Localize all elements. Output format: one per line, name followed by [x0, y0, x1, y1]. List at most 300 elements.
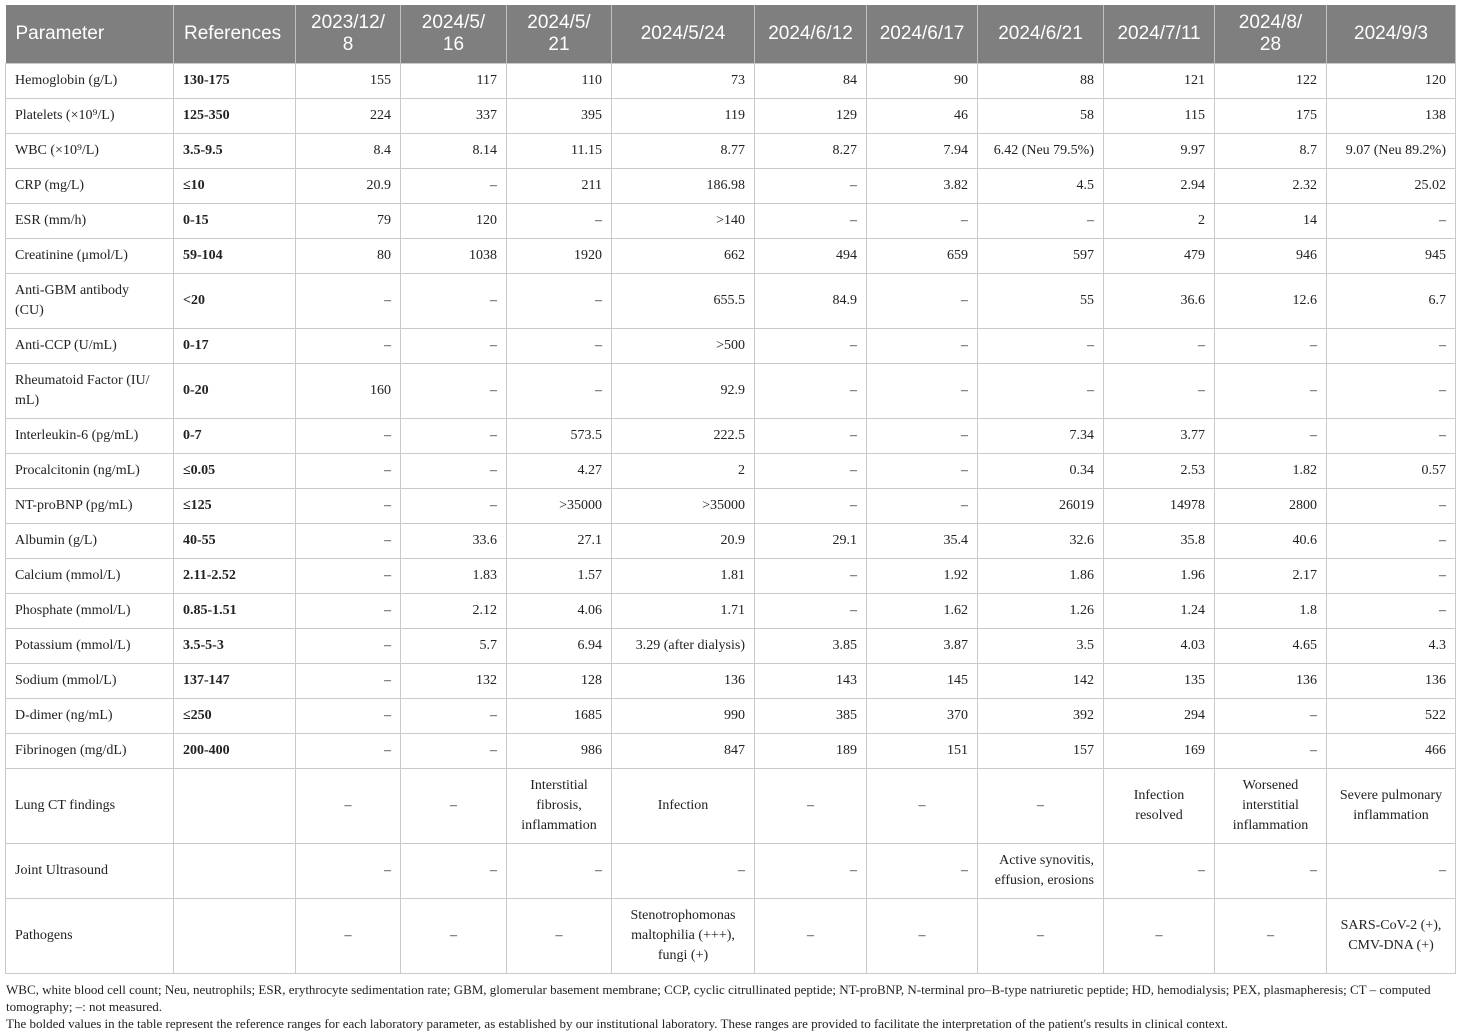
value-cell: 58 [978, 99, 1104, 134]
value-cell: – [867, 329, 978, 364]
value-cell: 84 [755, 64, 867, 99]
value-cell: – [401, 899, 507, 974]
parameter-cell: Phosphate (mmol/L) [6, 594, 174, 629]
parameter-cell: Joint Ultrasound [6, 844, 174, 899]
value-cell: 8.4 [296, 134, 401, 169]
value-cell: 145 [867, 664, 978, 699]
parameter-cell: Lung CT findings [6, 769, 174, 844]
value-cell: – [401, 844, 507, 899]
value-cell: 1685 [507, 699, 612, 734]
value-cell: 92.9 [612, 364, 755, 419]
value-cell: 40.6 [1215, 524, 1327, 559]
value-cell: 986 [507, 734, 612, 769]
value-cell: – [978, 899, 1104, 974]
value-cell: – [507, 329, 612, 364]
value-cell: 122 [1215, 64, 1327, 99]
value-cell: 189 [755, 734, 867, 769]
value-cell: – [507, 274, 612, 329]
value-cell: >35000 [507, 489, 612, 524]
value-cell: 138 [1327, 99, 1456, 134]
value-cell: – [401, 699, 507, 734]
reference-range-cell: 3.5-5-3 [174, 629, 296, 664]
value-cell: – [1215, 419, 1327, 454]
parameter-cell: Albumin (g/L) [6, 524, 174, 559]
value-cell: 1.26 [978, 594, 1104, 629]
value-cell: – [401, 329, 507, 364]
value-cell: 36.6 [1104, 274, 1215, 329]
parameter-cell: Potassium (mmol/L) [6, 629, 174, 664]
value-cell: 33.6 [401, 524, 507, 559]
value-cell: 119 [612, 99, 755, 134]
value-cell: 11.15 [507, 134, 612, 169]
value-cell: 135 [1104, 664, 1215, 699]
table-row [6, 844, 1456, 899]
value-cell: 4.65 [1215, 629, 1327, 664]
value-cell: 90 [867, 64, 978, 99]
value-cell: – [755, 329, 867, 364]
value-cell: – [867, 454, 978, 489]
value-cell: – [296, 899, 401, 974]
value-cell: – [401, 274, 507, 329]
value-cell: 494 [755, 239, 867, 274]
parameter-cell: Anti-GBM antibody (CU) [6, 274, 174, 329]
value-cell: – [755, 844, 867, 899]
table-row [6, 524, 1456, 559]
value-cell: 522 [1327, 699, 1456, 734]
value-cell: – [296, 769, 401, 844]
table-row [6, 204, 1456, 239]
value-cell: 0.34 [978, 454, 1104, 489]
value-cell: – [296, 329, 401, 364]
value-cell: – [401, 454, 507, 489]
value-cell: – [1104, 844, 1215, 899]
value-cell: 2.32 [1215, 169, 1327, 204]
lab-results-table [5, 5, 1456, 974]
reference-range-cell: 40-55 [174, 524, 296, 559]
value-cell: – [867, 489, 978, 524]
parameter-cell: ESR (mm/h) [6, 204, 174, 239]
value-cell: 211 [507, 169, 612, 204]
value-cell: 35.8 [1104, 524, 1215, 559]
value-cell: 20.9 [296, 169, 401, 204]
value-cell: >500 [612, 329, 755, 364]
value-cell: >35000 [612, 489, 755, 524]
parameter-cell: D-dimer (ng/mL) [6, 699, 174, 734]
value-cell: 1920 [507, 239, 612, 274]
value-cell: 2.94 [1104, 169, 1215, 204]
value-cell: – [1215, 364, 1327, 419]
value-cell: 115 [1104, 99, 1215, 134]
value-cell: 110 [507, 64, 612, 99]
value-cell: 7.94 [867, 134, 978, 169]
table-row [6, 274, 1456, 329]
header-parameter: Parameter [6, 5, 174, 64]
parameter-cell: Platelets (×10⁹/L) [6, 99, 174, 134]
value-cell: – [401, 364, 507, 419]
value-cell: – [1215, 699, 1327, 734]
value-cell: 8.7 [1215, 134, 1327, 169]
value-cell: 117 [401, 64, 507, 99]
value-cell: 392 [978, 699, 1104, 734]
value-cell: – [401, 769, 507, 844]
value-cell: – [755, 489, 867, 524]
reference-range-cell: 130-175 [174, 64, 296, 99]
value-cell: 655.5 [612, 274, 755, 329]
value-cell: 0.57 [1327, 454, 1456, 489]
value-cell: 6.42 (Neu 79.5%) [978, 134, 1104, 169]
value-cell: 945 [1327, 239, 1456, 274]
value-cell: – [978, 204, 1104, 239]
table-row [6, 769, 1456, 844]
value-cell: Active synovitis, effusion, erosions [978, 844, 1104, 899]
reference-range-cell [174, 769, 296, 844]
reference-range-cell: ≤10 [174, 169, 296, 204]
reference-range-cell: 59-104 [174, 239, 296, 274]
value-cell: – [867, 419, 978, 454]
value-cell: >140 [612, 204, 755, 239]
value-cell: – [296, 274, 401, 329]
value-cell: – [296, 419, 401, 454]
value-cell: 2.17 [1215, 559, 1327, 594]
value-cell: – [1104, 899, 1215, 974]
value-cell: 1.82 [1215, 454, 1327, 489]
value-cell: 29.1 [755, 524, 867, 559]
value-cell: 32.6 [978, 524, 1104, 559]
value-cell: – [296, 489, 401, 524]
value-cell: 659 [867, 239, 978, 274]
value-cell: 4.3 [1327, 629, 1456, 664]
value-cell: 186.98 [612, 169, 755, 204]
value-cell: Worsened interstitial inflammation [1215, 769, 1327, 844]
value-cell: – [612, 844, 755, 899]
value-cell: – [507, 844, 612, 899]
table-row [6, 64, 1456, 99]
value-cell: – [1327, 489, 1456, 524]
value-cell: 946 [1215, 239, 1327, 274]
value-cell: 1.81 [612, 559, 755, 594]
value-cell: – [867, 769, 978, 844]
value-cell: 1.8 [1215, 594, 1327, 629]
value-cell: – [755, 559, 867, 594]
value-cell: – [296, 664, 401, 699]
value-cell: – [867, 844, 978, 899]
reference-range-cell: 0-15 [174, 204, 296, 239]
value-cell: – [867, 364, 978, 419]
header-date: 2024/6/12 [755, 5, 867, 64]
value-cell: – [1104, 364, 1215, 419]
value-cell: 2800 [1215, 489, 1327, 524]
footnote-reference-note: The bolded values in the table represent the reference ranges for each laboratory parameter, as established by our institutional laboratory. These ranges are provided to facilitate the interpretation of the patient's results in clinical context. [6, 1016, 1228, 1031]
value-cell: 8.27 [755, 134, 867, 169]
value-cell: – [296, 454, 401, 489]
reference-range-cell: 0-20 [174, 364, 296, 419]
value-cell: 1.86 [978, 559, 1104, 594]
table-row [6, 99, 1456, 134]
value-cell: 8.77 [612, 134, 755, 169]
value-cell: 370 [867, 699, 978, 734]
value-cell: 169 [1104, 734, 1215, 769]
footnote-abbreviations: WBC, white blood cell count; Neu, neutrophils; ESR, erythrocyte sedimentation rate; GBM, glomerular basement membrane; CCP, cyclic citrullinated peptide; NT-proBNP, N-terminal pro–B-type natriuretic peptide; HD, hemodialysis; PEX, plasmapheresis; CT – computed tomography; –: not measured. [6, 982, 1431, 1014]
value-cell: – [296, 844, 401, 899]
table-row [6, 134, 1456, 169]
value-cell: 2.12 [401, 594, 507, 629]
parameter-cell: Interleukin-6 (pg/mL) [6, 419, 174, 454]
table-row [6, 664, 1456, 699]
value-cell: 3.87 [867, 629, 978, 664]
parameter-cell: Calcium (mmol/L) [6, 559, 174, 594]
value-cell: – [755, 169, 867, 204]
value-cell: 9.97 [1104, 134, 1215, 169]
table-row [6, 629, 1456, 664]
reference-range-cell: <20 [174, 274, 296, 329]
value-cell: – [401, 419, 507, 454]
value-cell: – [507, 899, 612, 974]
reference-range-cell: 2.11-2.52 [174, 559, 296, 594]
value-cell: 4.5 [978, 169, 1104, 204]
reference-range-cell [174, 844, 296, 899]
header-references: References [174, 5, 296, 64]
value-cell: – [1104, 329, 1215, 364]
value-cell: 26019 [978, 489, 1104, 524]
value-cell: 35.4 [867, 524, 978, 559]
reference-range-cell: 0-7 [174, 419, 296, 454]
value-cell: 222.5 [612, 419, 755, 454]
value-cell: 142 [978, 664, 1104, 699]
parameter-cell: Pathogens [6, 899, 174, 974]
value-cell: 7.34 [978, 419, 1104, 454]
table-footnotes [5, 981, 1455, 1032]
value-cell: 5.7 [401, 629, 507, 664]
value-cell: – [867, 899, 978, 974]
value-cell: 12.6 [1215, 274, 1327, 329]
value-cell: 9.07 (Neu 89.2%) [1327, 134, 1456, 169]
value-cell: – [1327, 559, 1456, 594]
parameter-cell: Anti-CCP (U/mL) [6, 329, 174, 364]
value-cell: 157 [978, 734, 1104, 769]
table-row [6, 734, 1456, 769]
value-cell: 160 [296, 364, 401, 419]
value-cell: 1.71 [612, 594, 755, 629]
value-cell: Infection resolved [1104, 769, 1215, 844]
value-cell: 27.1 [507, 524, 612, 559]
value-cell: – [978, 769, 1104, 844]
value-cell: 73 [612, 64, 755, 99]
table-header-row [6, 5, 1456, 64]
table-row [6, 419, 1456, 454]
parameter-cell: Creatinine (μmol/L) [6, 239, 174, 274]
value-cell: Interstitial fibrosis, inflammation [507, 769, 612, 844]
value-cell: 80 [296, 239, 401, 274]
header-date: 2024/8/ 28 [1215, 5, 1327, 64]
reference-range-cell: 0-17 [174, 329, 296, 364]
reference-range-cell: ≤125 [174, 489, 296, 524]
reference-range-cell: 137-147 [174, 664, 296, 699]
value-cell: 79 [296, 204, 401, 239]
value-cell: – [1327, 329, 1456, 364]
value-cell: – [401, 169, 507, 204]
parameter-cell: Hemoglobin (g/L) [6, 64, 174, 99]
value-cell: 2 [1104, 204, 1215, 239]
document [5, 5, 1455, 1032]
value-cell: 25.02 [1327, 169, 1456, 204]
value-cell: – [755, 899, 867, 974]
value-cell: 337 [401, 99, 507, 134]
value-cell: 3.82 [867, 169, 978, 204]
value-cell: 14 [1215, 204, 1327, 239]
value-cell: 175 [1215, 99, 1327, 134]
header-date: 2024/6/17 [867, 5, 978, 64]
parameter-cell: CRP (mg/L) [6, 169, 174, 204]
value-cell: – [296, 699, 401, 734]
header-date: 2024/5/ 16 [401, 5, 507, 64]
parameter-cell: WBC (×10⁹/L) [6, 134, 174, 169]
value-cell: 14978 [1104, 489, 1215, 524]
value-cell: – [755, 419, 867, 454]
reference-range-cell: 3.5-9.5 [174, 134, 296, 169]
value-cell: 466 [1327, 734, 1456, 769]
value-cell: – [1327, 844, 1456, 899]
value-cell: 46 [867, 99, 978, 134]
value-cell: – [1215, 899, 1327, 974]
header-date: 2024/7/11 [1104, 5, 1215, 64]
value-cell: 573.5 [507, 419, 612, 454]
value-cell: 55 [978, 274, 1104, 329]
reference-range-cell: ≤0.05 [174, 454, 296, 489]
value-cell: 1038 [401, 239, 507, 274]
value-cell: – [755, 769, 867, 844]
value-cell: 3.77 [1104, 419, 1215, 454]
value-cell: – [296, 734, 401, 769]
parameter-cell: NT-proBNP (pg/mL) [6, 489, 174, 524]
value-cell: 3.29 (after dialysis) [612, 629, 755, 664]
value-cell: 120 [1327, 64, 1456, 99]
value-cell: – [296, 594, 401, 629]
value-cell: 3.85 [755, 629, 867, 664]
reference-range-cell: 0.85-1.51 [174, 594, 296, 629]
value-cell: 4.06 [507, 594, 612, 629]
value-cell: 136 [1215, 664, 1327, 699]
value-cell: – [296, 629, 401, 664]
parameter-cell: Rheumatoid Factor (IU/ mL) [6, 364, 174, 419]
value-cell: 120 [401, 204, 507, 239]
value-cell: Stenotrophomonas maltophilia (+++), fungi (+) [612, 899, 755, 974]
value-cell: – [296, 559, 401, 594]
value-cell: 1.62 [867, 594, 978, 629]
parameter-cell: Fibrinogen (mg/dL) [6, 734, 174, 769]
value-cell: 136 [612, 664, 755, 699]
table-row [6, 489, 1456, 524]
table-row [6, 239, 1456, 274]
value-cell: – [296, 524, 401, 559]
value-cell: 151 [867, 734, 978, 769]
value-cell: – [1327, 204, 1456, 239]
header-date: 2024/9/3 [1327, 5, 1456, 64]
value-cell: 395 [507, 99, 612, 134]
value-cell: 132 [401, 664, 507, 699]
header-date: 2024/5/ 21 [507, 5, 612, 64]
value-cell: 129 [755, 99, 867, 134]
value-cell: 1.24 [1104, 594, 1215, 629]
value-cell: 136 [1327, 664, 1456, 699]
value-cell: 1.83 [401, 559, 507, 594]
value-cell: 2.53 [1104, 454, 1215, 489]
table-row [6, 899, 1456, 974]
value-cell: – [755, 594, 867, 629]
value-cell: – [401, 734, 507, 769]
header-date: 2023/12/ 8 [296, 5, 401, 64]
value-cell: 1.92 [867, 559, 978, 594]
value-cell: – [867, 274, 978, 329]
value-cell: 990 [612, 699, 755, 734]
value-cell: 597 [978, 239, 1104, 274]
value-cell: – [1327, 364, 1456, 419]
table-row [6, 594, 1456, 629]
value-cell: 143 [755, 664, 867, 699]
value-cell: – [1327, 419, 1456, 454]
value-cell: 6.7 [1327, 274, 1456, 329]
value-cell: 294 [1104, 699, 1215, 734]
value-cell: 88 [978, 64, 1104, 99]
value-cell: – [978, 364, 1104, 419]
value-cell: 479 [1104, 239, 1215, 274]
value-cell: – [1215, 844, 1327, 899]
value-cell: Infection [612, 769, 755, 844]
table-row [6, 169, 1456, 204]
value-cell: – [867, 204, 978, 239]
value-cell: – [1215, 734, 1327, 769]
value-cell: 84.9 [755, 274, 867, 329]
reference-range-cell [174, 899, 296, 974]
table-row [6, 454, 1456, 489]
table-row [6, 559, 1456, 594]
value-cell: 121 [1104, 64, 1215, 99]
value-cell: 155 [296, 64, 401, 99]
value-cell: 3.5 [978, 629, 1104, 664]
value-cell: 1.96 [1104, 559, 1215, 594]
reference-range-cell: 200-400 [174, 734, 296, 769]
value-cell: 2 [612, 454, 755, 489]
table-row [6, 329, 1456, 364]
value-cell: – [1327, 524, 1456, 559]
value-cell: – [401, 489, 507, 524]
value-cell: 224 [296, 99, 401, 134]
value-cell: – [978, 329, 1104, 364]
value-cell: 20.9 [612, 524, 755, 559]
value-cell: – [755, 364, 867, 419]
value-cell: – [755, 454, 867, 489]
value-cell: 847 [612, 734, 755, 769]
value-cell: 385 [755, 699, 867, 734]
value-cell: 1.57 [507, 559, 612, 594]
reference-range-cell: ≤250 [174, 699, 296, 734]
value-cell: 4.27 [507, 454, 612, 489]
table-row [6, 364, 1456, 419]
value-cell: – [507, 204, 612, 239]
value-cell: SARS-CoV-2 (+), CMV-DNA (+) [1327, 899, 1456, 974]
header-date: 2024/5/24 [612, 5, 755, 64]
value-cell: – [1327, 594, 1456, 629]
value-cell: – [1215, 329, 1327, 364]
parameter-cell: Sodium (mmol/L) [6, 664, 174, 699]
table-row [6, 699, 1456, 734]
reference-range-cell: 125-350 [174, 99, 296, 134]
value-cell: Severe pulmonary inflammation [1327, 769, 1456, 844]
header-date: 2024/6/21 [978, 5, 1104, 64]
value-cell: 662 [612, 239, 755, 274]
value-cell: – [507, 364, 612, 419]
value-cell: – [755, 204, 867, 239]
value-cell: 4.03 [1104, 629, 1215, 664]
